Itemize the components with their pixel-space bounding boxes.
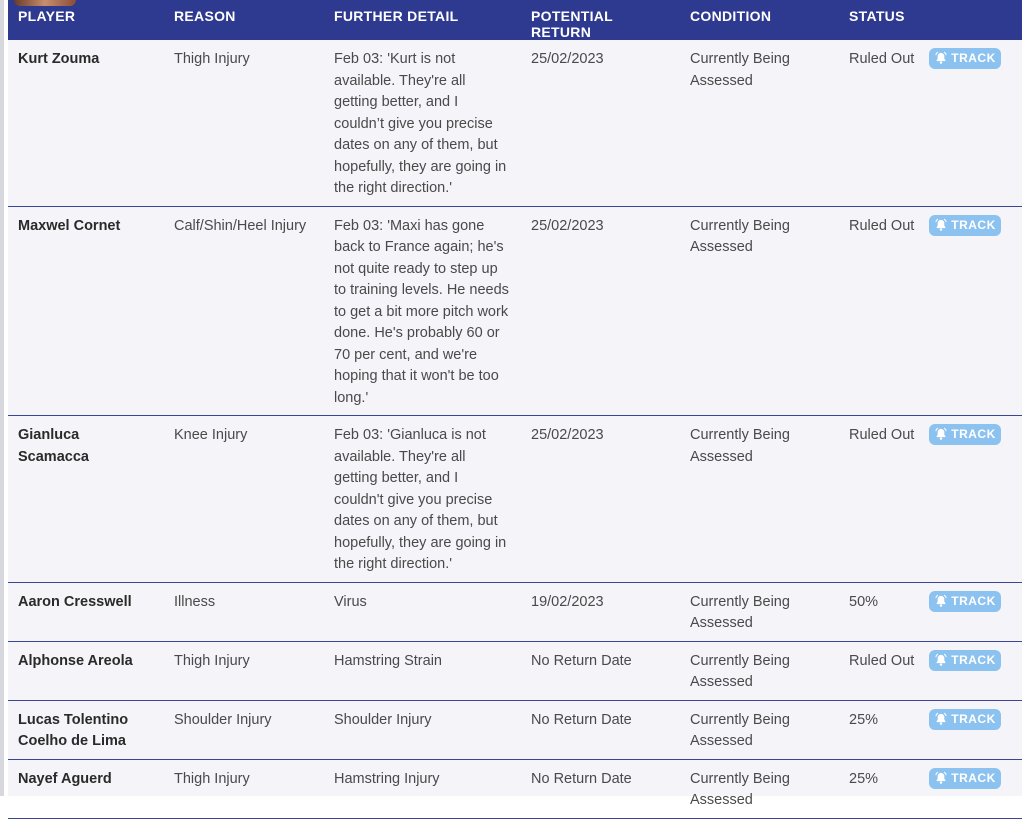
track-button[interactable] [929, 650, 1001, 671]
track-button[interactable] [929, 424, 1001, 445]
table-row [8, 759, 1022, 818]
player-name: Maxwel Cornet [18, 217, 121, 234]
injury-reason: Knee Injury [174, 427, 248, 443]
track-button[interactable] [929, 48, 1001, 69]
player-name: Aaron Cresswell [18, 593, 132, 610]
track-label: TRACK [951, 711, 996, 726]
status-badge: 50% [849, 593, 879, 610]
table-row [8, 700, 1022, 759]
status-badge: Ruled Out [849, 652, 915, 669]
track-label: TRACK [951, 427, 996, 441]
table-row [8, 641, 1022, 700]
table-row [8, 206, 1022, 416]
header-potential-return: POTENTIAL RETURN [531, 8, 613, 40]
status-cell [839, 416, 1022, 583]
condition: Currently Being Assessed [690, 652, 790, 690]
bell-icon [934, 594, 948, 608]
injury-reason: Thigh Injury [174, 652, 250, 669]
track-button[interactable] [929, 591, 1001, 612]
status-badge: Ruled Out [849, 427, 915, 443]
potential-return: 25/02/2023 [531, 217, 604, 234]
potential-return: 25/02/2023 [531, 51, 604, 67]
further-detail: Virus [334, 593, 367, 610]
injury-table-container [8, 0, 1022, 808]
table-row [8, 582, 1022, 641]
further-detail: Shoulder Injury [334, 711, 432, 728]
condition: Currently Being Assessed [690, 217, 790, 255]
status-cell [839, 759, 1022, 818]
condition: Currently Being Assessed [690, 51, 790, 89]
header-status: STATUS [849, 8, 905, 24]
header-player: PLAYER [18, 8, 76, 24]
player-name: Gianluca Scamacca [18, 427, 89, 465]
player-name: Kurt Zouma [18, 51, 100, 67]
condition: Currently Being Assessed [690, 770, 790, 808]
left-edge-rule [0, 0, 4, 796]
track-label: TRACK [951, 652, 996, 667]
status-badge: Ruled Out [849, 217, 915, 234]
track-label: TRACK [951, 770, 996, 785]
injury-reason: Illness [174, 593, 216, 610]
status-badge: Ruled Out [849, 51, 915, 67]
header-reason: REASON [174, 8, 236, 24]
bell-icon [934, 653, 948, 667]
condition: Currently Being Assessed [690, 593, 790, 631]
status-cell [839, 206, 1022, 416]
potential-return: No Return Date [531, 711, 632, 728]
bell-icon [934, 218, 948, 232]
player-name: Lucas Tolentino Coelho de Lima [18, 711, 129, 749]
further-detail: Feb 03: 'Gianluca is not available. They're all getting better, and I couldn't give you precise dates on any of them, but hopefully, they are going in the right direction.' [334, 427, 507, 572]
track-label: TRACK [951, 217, 996, 232]
header-row [8, 0, 1022, 40]
track-button[interactable] [929, 768, 1001, 789]
injury-reason: Calf/Shin/Heel Injury [174, 217, 307, 234]
condition: Currently Being Assessed [690, 711, 790, 749]
header-further-detail: FURTHER DETAIL [334, 8, 459, 24]
track-label: TRACK [951, 51, 996, 65]
status-cell [839, 40, 1022, 206]
status-cell [839, 641, 1022, 700]
further-detail: Feb 03: 'Kurt is not available. They're all getting better, and I couldn’t give you precise dates on any of them, but hopefully, they are going in the right direction.' [334, 51, 507, 196]
table-row [8, 40, 1022, 206]
potential-return: No Return Date [531, 770, 632, 787]
status-cell [839, 582, 1022, 641]
status-cell [839, 700, 1022, 759]
avatar [14, 0, 76, 6]
table-row [8, 416, 1022, 583]
injury-reason: Thigh Injury [174, 51, 250, 67]
status-badge: 25% [849, 711, 879, 728]
player-name: Nayef Aguerd [18, 770, 112, 787]
table-body [8, 40, 1022, 818]
further-detail: Hamstring Strain [334, 652, 442, 669]
potential-return: 25/02/2023 [531, 427, 604, 443]
bell-icon [934, 712, 948, 726]
potential-return: 19/02/2023 [531, 593, 604, 610]
further-detail: Feb 03: 'Maxi has gone back to France again; he's not quite ready to step up to training levels. He needs to get a bit more pitch work done. He's probably 60 or 70 per cent, and we're hoping that it won't be too long.' [334, 217, 509, 406]
injury-reason: Thigh Injury [174, 770, 250, 787]
potential-return: No Return Date [531, 652, 632, 669]
injury-table [8, 0, 1022, 819]
header-condition: CONDITION [690, 8, 772, 24]
track-label: TRACK [951, 593, 996, 608]
bell-icon [934, 771, 948, 785]
table-header [8, 0, 1022, 40]
condition: Currently Being Assessed [690, 427, 790, 465]
track-button[interactable] [929, 709, 1001, 730]
further-detail: Hamstring Injury [334, 770, 440, 787]
track-button[interactable] [929, 215, 1001, 236]
bell-icon [934, 51, 948, 65]
status-badge: 25% [849, 770, 879, 787]
injury-reason: Shoulder Injury [174, 711, 272, 728]
bell-icon [934, 427, 948, 441]
player-name: Alphonse Areola [18, 652, 133, 669]
